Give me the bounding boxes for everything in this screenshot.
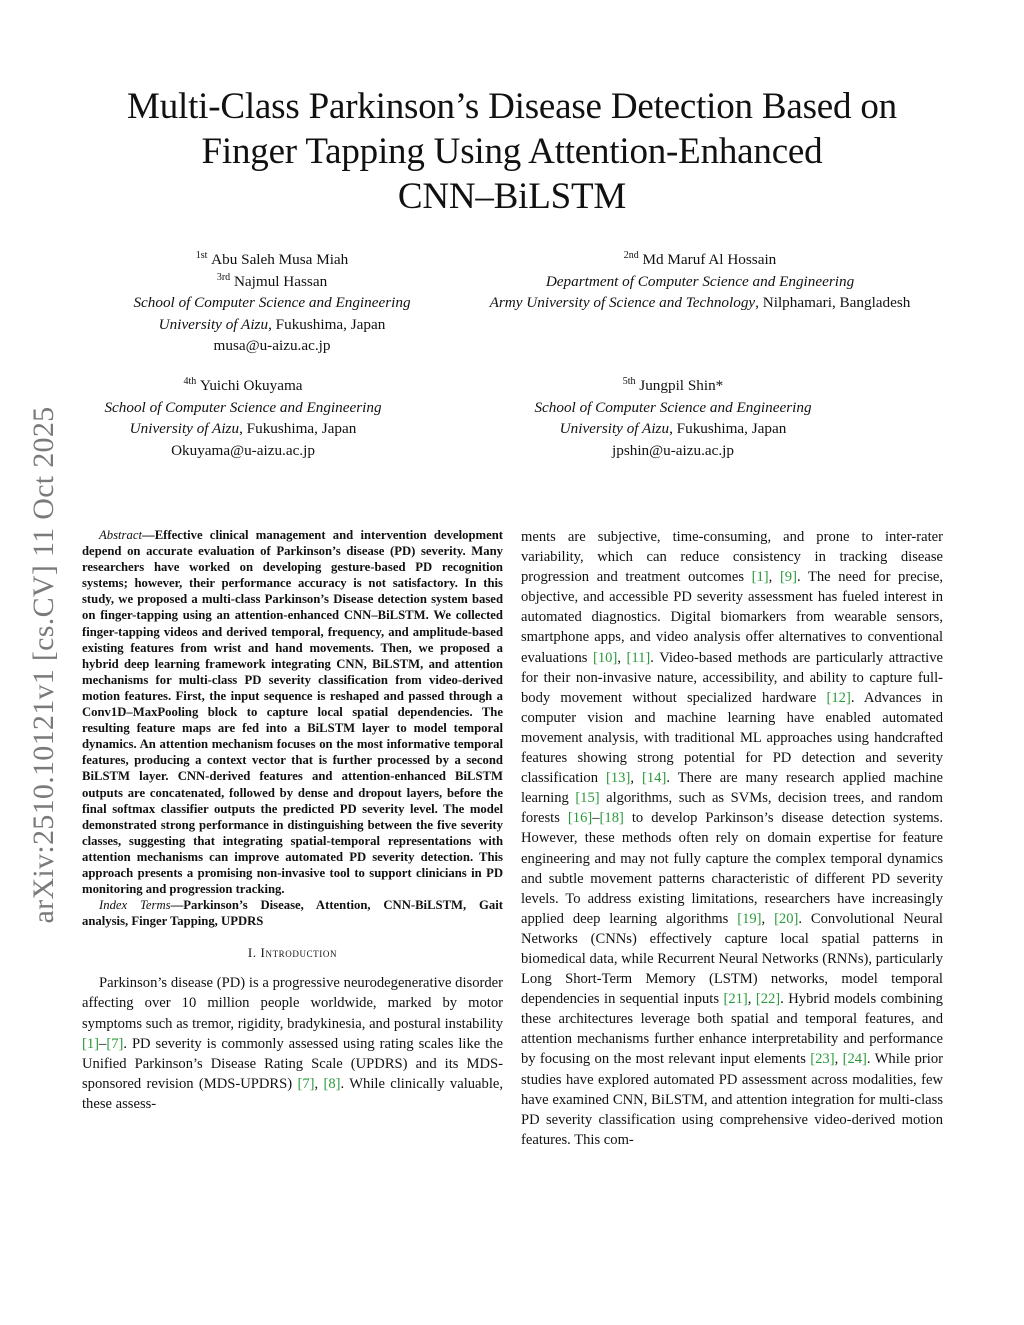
text-span: . While prior studies have explored automated PD assessment across modalities, few have examined CNN, BiLSTM, and attention integration for multi-class PD severity classification using comprehensive video-derived motion features. This com- [521, 1051, 943, 1148]
author-email[interactable]: musa@u-aizu.ac.jp [213, 337, 331, 354]
citation-link[interactable]: [21] [723, 991, 748, 1008]
citation-link[interactable]: [19] [737, 910, 762, 927]
author-department: School of Computer Science and Engineering [104, 398, 382, 416]
text-span: ments are subjective, time-consuming, and prone to inter-rater variability, which can reduce consistency in tracking disease progression and treatment outcomes [521, 529, 943, 586]
citation-link[interactable]: [1] [751, 569, 769, 586]
author-rank-suffix: nd [628, 249, 639, 261]
abstract-label: Abstract [99, 528, 142, 542]
citation-link[interactable]: [9] [779, 569, 797, 586]
intro-paragraph-right [521, 527, 943, 1150]
author-department: Department of Computer Science and Engineering [545, 272, 855, 290]
author-block-1 [133, 249, 410, 357]
author-affiliation [133, 314, 410, 336]
text-span: , [617, 649, 627, 666]
text-span: to develop Parkinson’s disease detection systems. However, these methods often rely on domain expertise for feature engineering and may not fully capture the complex temporal dynamics and subtle movement patterns characteristic of different PD severity levels. To address existing limitations, researchers have increasingly applied deep learning algorithms [521, 810, 943, 927]
citation-link[interactable]: [16] [567, 810, 593, 827]
author-rank: 1 [195, 249, 201, 261]
citation-link[interactable]: [12] [826, 689, 851, 706]
author-rank-suffix: th [188, 375, 197, 387]
author-affiliation [534, 418, 811, 440]
affiliation-institution: University of Aizu [129, 420, 240, 437]
citation-link[interactable]: [23] [810, 1051, 835, 1068]
citation-link[interactable]: [13] [606, 770, 631, 787]
citation-link[interactable]: [18] [599, 810, 624, 827]
affiliation-location: , Fukushima, Japan [239, 420, 357, 437]
title-line-3: CNN–BiLSTM [397, 176, 627, 217]
intro-paragraph-left [82, 973, 503, 1114]
right-column [521, 527, 943, 1150]
citation-link[interactable]: [14] [642, 770, 667, 787]
affiliation-location: , Nilphamari, Bangladesh [755, 294, 911, 311]
text-span: , [834, 1051, 843, 1068]
index-terms [82, 897, 503, 929]
author-rank-suffix: th [627, 375, 636, 387]
index-terms-text: —Parkinson’s Disease, Attention, CNN-BiLSTM, Gait analysis, Finger Tapping, UPDRS [82, 898, 503, 929]
author-block-4 [534, 375, 811, 461]
author-block-3 [104, 375, 381, 461]
citation-link[interactable]: [15] [575, 790, 600, 807]
author-rank: 5 [622, 375, 628, 387]
text-span: , [630, 770, 642, 787]
author-email[interactable]: Okuyama@u-aizu.ac.jp [171, 441, 315, 459]
affiliation-location: , Fukushima, Japan [268, 315, 386, 333]
affiliation-institution: University of Aizu [559, 420, 670, 437]
author-name-line [534, 375, 811, 397]
text-span: . There are many research applied machine learning [521, 770, 944, 807]
text-span: . While clinically valuable, these assess- [82, 1075, 503, 1112]
author-name: Abu Saleh Musa Miah [211, 251, 349, 268]
author-department: School of Computer Science and Engineering [133, 294, 411, 311]
author-affiliation [490, 292, 911, 314]
text-span: Parkinson’s disease (PD) is a progressive neurodegenerative disorder affecting over 10 million people worldwide, marked by motor symptoms such as tremor, rigidity, bradykinesia, and postural instability [82, 975, 503, 1032]
author-name-line [104, 375, 381, 397]
text-span: . Advances in computer vision and machine learning have enabled automated movement analysis, with traditional ML approaches using handcrafted features showing strong potential for PD detection and severity classification [521, 689, 943, 787]
text-span: , [761, 910, 775, 927]
title-line-2: Finger Tapping Using Attention-Enhanced [201, 131, 823, 172]
left-column [82, 527, 503, 1114]
text-span: . The need for precise, objective, and accessible PD severity assessment has fueled interest in automated diagnostics. Digital biomarkers from wearable sensors, smartphone apps, and video analysis offer alternatives to conventional evaluations [521, 569, 944, 666]
author-email[interactable]: jpshin@u-aizu.ac.jp [612, 441, 734, 459]
citation-link[interactable]: [24] [842, 1051, 867, 1068]
abstract-text: —Effective clinical management and intervention development depend on accurate evaluation of Parkinson’s disease (PD) severity. Many researchers have worked on developing gesture-based PD recognition systems; however, their performance accuracy is not satisfactory. In this study, we proposed a multi-class Parkinson’s Disease detection system based on finger-tapping using an attention-enhanced CNN–BiLSTM. We collected finger-tapping videos and derived temporal, frequency, and amplitude-based existing features from wrist and hand movements. Then, we proposed a hybrid deep learning framework integrating CNN, BiLSTM, and attention mechanisms for multi-class PD severity classification from video-derived motion features. First, the input sequence is reshaped and passed through a Conv1D–MaxPooling block to capture local spatial dependencies. The resulting feature maps are fed into a BiLSTM layer to model temporal dynamics. An attention mechanism focuses on the most informative temporal features, producing a context vector that is further processed by a second BiLSTM layer. CNN-derived features and attention-enhanced BiLSTM outputs are concatenated, followed by dense and dropout layers, before the final softmax classifier outputs the predicted PD severity level. The model demonstrated strong performance in distinguishing between the five severity classes, suggesting that integrating spatial-temporal representations with attention mechanisms can improve automated PD severity detection. This approach presents a promising non-invasive tool to support clinicians in PD monitoring and progression tracking. [82, 528, 503, 897]
author-department: School of Computer Science and Engineering [534, 398, 812, 416]
author-rank: 3 [216, 271, 222, 283]
text-span: – [592, 810, 600, 827]
author-name: Jungpil Shin* [639, 377, 724, 394]
text-span: , [747, 991, 756, 1008]
author-rank-suffix: rd [221, 271, 231, 283]
author-affiliation [104, 418, 381, 440]
text-span: , [314, 1075, 324, 1092]
author-rank: 4 [183, 375, 189, 387]
affiliation-location: , Fukushima, Japan [669, 420, 787, 437]
citation-link[interactable]: [20] [774, 910, 799, 927]
section-heading-introduction: I. Introduction [247, 945, 338, 961]
citation-link[interactable]: [1] [82, 1035, 100, 1052]
author-name-line [133, 271, 410, 293]
author-name: Najmul Hassan [233, 272, 328, 290]
text-span: – [99, 1035, 107, 1052]
author-name: Md Maruf Al Hossain [642, 251, 777, 268]
author-name-line [490, 249, 911, 271]
arxiv-identifier-stamp[interactable]: arXiv:2510.10121v1 [cs.CV] 11 Oct 2025 [27, 406, 60, 924]
text-span: . Convolutional Neural Networks (CNNs) effectively capture local spatial patterns in biomedical data, while Recurrent Neural Networks (RNNs), particularly Long Short-Term Memory (LSTM) networks, model temporal dependencies in sequential inputs [521, 910, 943, 1008]
affiliation-institution: Army University of Science and Technology [489, 294, 756, 311]
text-span: . Hybrid models combining these architectures leverage both spatial and temporal features, and attention mechanisms further enhance interpretability and performance by focusing on the most relevant input elements [521, 991, 943, 1068]
citation-link[interactable]: [11] [626, 649, 651, 666]
citation-link[interactable]: [22] [755, 991, 781, 1008]
abstract [82, 527, 503, 897]
citation-link[interactable]: [8] [323, 1075, 341, 1092]
text-span: , [768, 569, 780, 586]
author-name: Yuichi Okuyama [200, 377, 303, 394]
text-span: . PD severity is commonly assessed using rating scales like the Unified Parkinson’s Disease Rating Scale (UPDRS) and its MDS-sponsored revision (MDS-UPDRS) [82, 1035, 503, 1092]
text-span: algorithms, such as SVMs, decision trees, and random forests [521, 790, 943, 827]
author-block-2 [490, 249, 911, 314]
author-rank: 2 [623, 249, 629, 261]
author-rank-suffix: st [200, 249, 208, 261]
citation-link[interactable]: [7] [106, 1035, 124, 1052]
citation-link[interactable]: [10] [593, 649, 618, 666]
paper-title [60, 84, 964, 219]
citation-link[interactable]: [7] [297, 1075, 315, 1092]
author-name-line [133, 249, 410, 271]
title-line-1: Multi-Class Parkinson’s Disease Detection Based on [127, 86, 897, 127]
affiliation-institution: University of Aizu [158, 315, 269, 333]
text-span: . Video-based methods are particularly attractive for their non-invasive nature, accessibility, and ability to capture full-body movement without specialized hardware [521, 649, 943, 706]
index-terms-label: Index Terms [99, 898, 171, 913]
